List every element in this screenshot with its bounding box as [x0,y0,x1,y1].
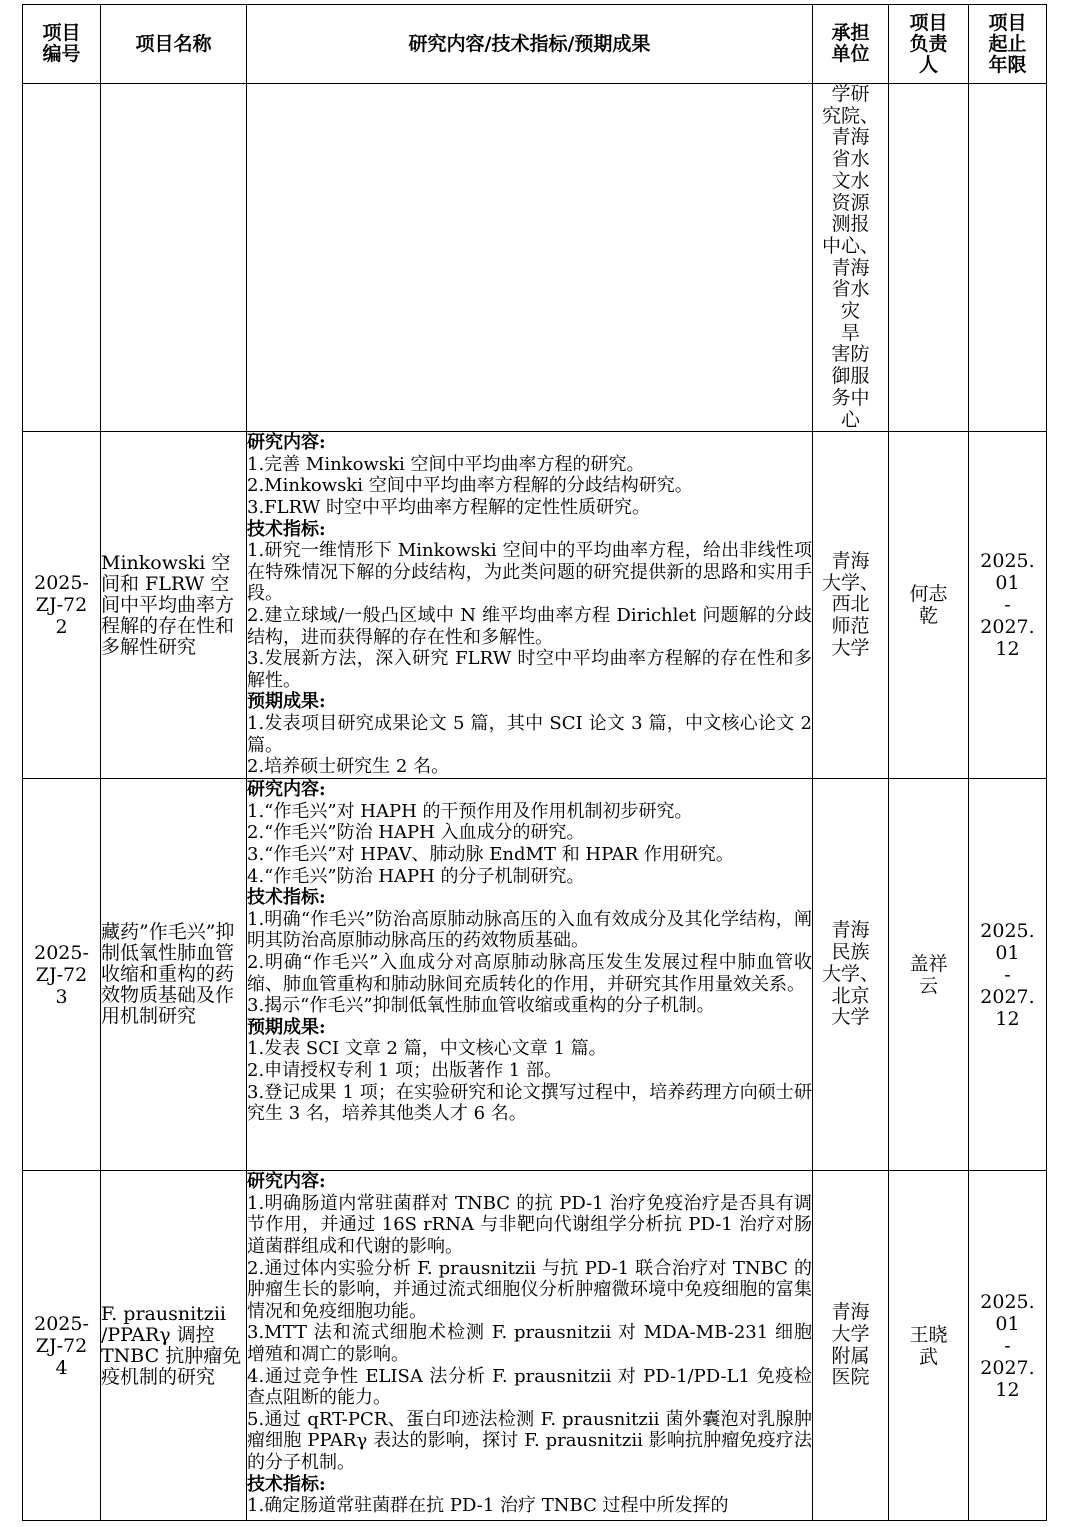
cell-unit [813,432,889,779]
header-code: 项目编号 [23,5,101,84]
period-line: 01 [995,572,1020,595]
period [969,1291,1046,1401]
content-item: 3.FLRW 时空中平均曲率方程解的定性性质研究。 [247,497,650,519]
unit-line: 医院 [831,1366,870,1389]
cell-name-empty [101,84,247,432]
cell-leader [889,432,969,779]
header-name: 项目名称 [101,5,247,84]
leader-line: 云 [918,974,938,997]
unit-line: 西北 [831,593,870,616]
period-line: 2027. [980,616,1035,639]
content-item: 2.申请授权专利 1 项；出版著作 1 部。 [247,1059,562,1081]
project-code-line: 2 [55,616,68,639]
period-line: 12 [995,638,1020,661]
unit-line: 测报 [831,213,870,236]
content-heading: 研究内容: [247,1171,326,1193]
project-code [23,1313,100,1379]
leader-line: 何志 [909,583,948,606]
unit-line: 文水 [831,169,870,192]
period-line: 12 [995,1007,1020,1030]
leader-line: 盖祥 [909,952,948,975]
unit-line: 旱 [840,321,860,344]
cell-leader-empty [889,84,969,432]
content-item: 2.通过体内实验分析 F. prausnitzii 与抗 PD-1 联合治疗对 TNBC 的肿瘤生长的影响，并通过流式细胞仪分析肿瘤微环境中免疫细胞的富集情况和免疫细胞功能。 [247,1257,812,1322]
unit-lines [813,84,888,431]
content-item: 1.确定肠道常驻菌群在抗 PD-1 治疗 TNBC 过程中所发挥的 [247,1495,729,1517]
unit-line: 青海 [831,256,870,279]
unit-line: 学研 [831,83,870,105]
period [969,920,1046,1030]
content-item: 1.研究一维情形下 Minkowski 空间中的平均曲率方程，给出非线性项在特殊情况下解的分歧结构，为此类问题的研究提供新的思路和实用手段。 [247,540,812,605]
cell-leader [889,779,969,1171]
project-code [23,942,100,1008]
table-row [23,432,1047,779]
unit-line: 务中 [831,386,870,409]
unit-line: 灾 [840,300,860,323]
table-row [23,1171,1047,1521]
cell-code-empty [23,84,101,432]
cell-project-content [247,432,813,779]
content-heading: 技术指标: [247,887,326,909]
cell-project-name [101,1171,247,1521]
content-item: 1.发表项目研究成果论文 5 篇，其中 SCI 论文 3 篇，中文核心论文 2 篇。 [247,712,812,756]
header-content: 研究内容/技术指标/预期成果 [247,5,813,84]
unit-line: 师范 [831,615,870,638]
content-item: 1.完善 Minkowski 空间中平均曲率方程的研究。 [247,453,645,475]
content-item: 1.“作毛兴”对 HAPH 的干预作用及作用机制初步研究。 [247,800,693,822]
project-code-line: 2025- [34,572,89,595]
leader [889,1324,968,1368]
period-line: 2025. [980,550,1035,573]
unit-line: 心 [840,408,860,431]
content-item: 3.MTT 法和流式细胞术检测 F. prausnitzii 对 MDA-MB-231 细胞增殖和凋亡的影响。 [247,1322,812,1365]
cell-content-empty [247,84,813,432]
unit-line: 青海 [831,1301,870,1324]
unit-line: 大学 [831,1323,870,1346]
project-code [23,572,100,638]
unit-line: 青海 [831,126,870,149]
content-item: 3.发展新方法，深入研究 FLRW 时空中平均曲率方程解的存在性和多解性。 [247,648,812,691]
cell-unit [813,1171,889,1521]
project-code-line: ZJ-72 [35,1334,88,1357]
leader [889,583,968,627]
cell-unit-continued [813,84,889,432]
period-line: - [1004,594,1011,617]
cell-project-name [101,432,247,779]
project-table [22,4,1047,1521]
content-item: 1.明确肠道内常驻菌群对 TNBC 的抗 PD-1 治疗免疫治疗是否具有调节作用，并通过 16S rRNA 与非靶向代谢组学分析抗 PD-1 治疗对肠道菌群组成和代谢的影响。 [247,1192,812,1258]
unit-line: 大学 [831,1006,870,1029]
project-code-line: 2025- [34,1312,89,1335]
leader-line: 王晓 [909,1323,948,1346]
unit-line: 民族 [831,941,870,964]
unit-line: 北京 [831,984,870,1007]
cell-unit [813,779,889,1171]
project-code-line: ZJ-72 [35,594,88,617]
period-line: 2027. [980,985,1035,1008]
cell-period-empty [969,84,1047,432]
content-item: 3.揭示“作毛兴”抑制低氧性肺血管收缩或重构的分子机制。 [247,995,715,1017]
leader-line: 武 [918,1345,938,1368]
content-item: 3.登记成果 1 项；在实验研究和论文撰写过程中，培养药理方向硕士研究生 3 名，培养其他类人才 6 名。 [247,1081,812,1125]
project-code-line: 2025- [34,941,89,964]
project-code-line: 3 [55,985,68,1008]
period-line: - [1004,963,1011,986]
unit-line: 御服 [831,365,870,388]
unit-line: 青海 [831,549,870,572]
header-period: 项目起止年限 [969,5,1047,84]
period-line: 2027. [980,1356,1035,1379]
content-item: 4.“作毛兴”防治 HAPH 的分子机制研究。 [247,865,585,887]
project-name: 藏药”作毛兴”抑制低氧性肺血管收缩和重构的药效物质基础及作用机制研究 [101,921,235,1028]
period-line: 01 [995,1312,1020,1335]
cell-project-content [247,779,813,1171]
content-heading: 预期成果: [247,1016,326,1038]
unit [813,551,888,660]
period [969,550,1046,660]
cell-period [969,1171,1047,1521]
project-name: Minkowski 空间和 FLRW 空间中平均曲率方程解的存在性和多解性研究 [101,551,235,658]
unit-line: 省水 [831,278,870,301]
content-item: 2.培养硕士研究生 2 名。 [247,756,450,778]
content-heading: 技术指标: [247,518,326,540]
content-item: 2.Minkowski 空间中平均曲率方程解的分歧结构研究。 [247,475,693,497]
content-item: 1.明确“作毛兴”防治高原肺动脉高压的入血有效成分及其化学结构，阐明其防治高原肺动脉高压的药效物质基础。 [247,908,812,952]
cell-period [969,779,1047,1171]
unit [813,920,888,1029]
unit-line: 害防 [831,343,870,366]
header-row [23,5,1047,84]
cell-leader [889,1171,969,1521]
unit-line: 中心、 [821,234,879,257]
unit-line: 资源 [831,191,870,214]
period-line: 01 [995,941,1020,964]
project-name: F. prausnitzii /PPARγ 调控 TNBC 抗肿瘤免疫机制的研究 [101,1302,242,1388]
leader-line: 乾 [918,605,938,628]
table-row [23,779,1047,1171]
unit-line: 附属 [831,1344,870,1367]
unit-line: 大学、 [821,571,879,594]
period-line: 12 [995,1378,1020,1401]
unit-line: 青海 [831,919,870,942]
content-item: 3.“作毛兴”对 HPAV、肺动脉 EndMT 和 HPAR 作用研究。 [247,844,734,866]
cell-project-name [101,779,247,1171]
unit [813,1302,888,1389]
cell-project-code [23,779,101,1171]
content-item: 1.发表 SCI 文章 2 篇，中文核心文章 1 篇。 [247,1038,607,1060]
header-leader: 项目负责人 [889,5,969,84]
content-item: 5.通过 qRT-PCR、蛋白印迹法检测 F. prausnitzii 菌外囊泡对乳腺肿瘤细胞 PPARγ 表达的影响，探讨 F. prausnitzii 影响抗肿瘤免疫疗法的分子机制。 [247,1408,812,1473]
content-heading: 技术指标: [247,1473,326,1495]
content-item: 4.通过竞争性 ELISA 法分析 F. prausnitzii 对 PD-1/PD-L1 免疫检查点阻断的能力。 [247,1365,812,1409]
period-line: - [1004,1334,1011,1357]
project-code-line: 4 [55,1356,68,1379]
unit-line: 省水 [831,148,870,171]
content-item: 2.建立球域/一般凸区域中 N 维平均曲率方程 Dirichlet 问题解的分歧结构，进而获得解的存在性和多解性。 [247,605,812,648]
content-item: 2.“作毛兴”防治 HAPH 入血成分的研究。 [247,822,585,844]
content-item: 2.明确“作毛兴”入血成分对高原肺动脉高压发生发展过程中肺血管收缩、肺血管重构和肺动脉间充质转化的作用，并研究其作用量效关系。 [247,952,812,995]
leader [889,953,968,997]
content-heading: 预期成果: [247,691,326,713]
content-heading: 研究内容: [247,779,326,801]
cell-period [969,432,1047,779]
cell-project-code [23,1171,101,1521]
cell-project-code [23,432,101,779]
cell-project-content [247,1171,813,1521]
table-row-continuation [23,84,1047,432]
unit-line: 大学、 [821,962,879,985]
content-heading: 研究内容: [247,432,326,454]
unit-line: 大学 [831,636,870,659]
unit-line: 究院、 [821,104,879,127]
period-line: 2025. [980,1290,1035,1313]
project-code-line: ZJ-72 [35,963,88,986]
period-line: 2025. [980,919,1035,942]
header-unit: 承担单位 [813,5,889,84]
